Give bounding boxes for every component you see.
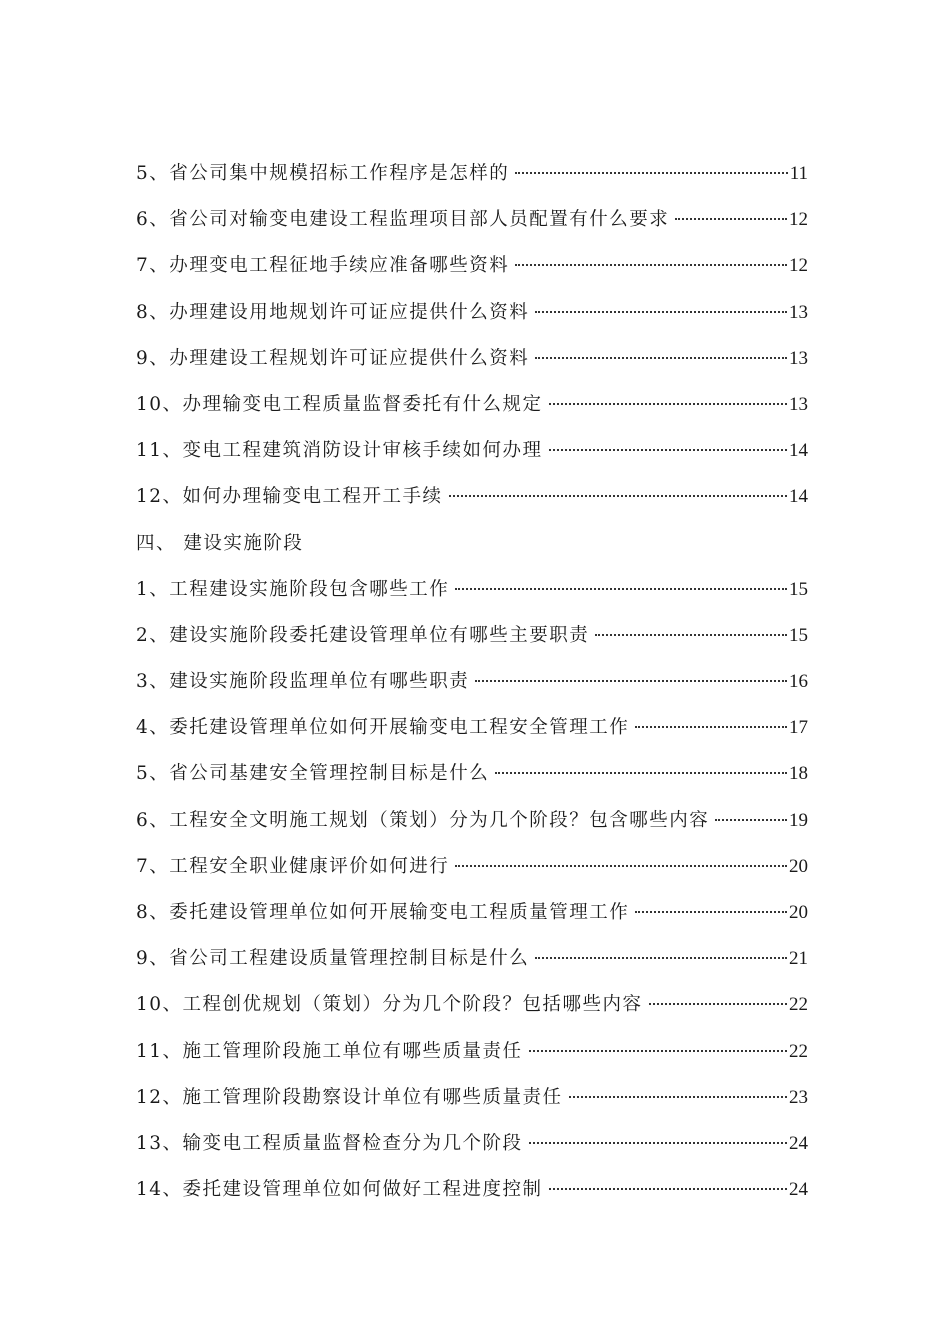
toc-entry-title: 建设实施阶段监理单位有哪些职责 xyxy=(169,671,470,693)
toc-entry-page: 12 xyxy=(789,255,808,277)
section-heading[interactable]: 四、 建设实施阶段 xyxy=(136,532,304,554)
toc-entry[interactable] xyxy=(136,250,808,296)
toc-leader-dots xyxy=(455,865,787,867)
toc-entry-title: 省公司对输变电建设工程监理项目部人员配置有什么要求 xyxy=(169,209,670,231)
toc-leader-dots xyxy=(495,772,787,774)
toc-entry[interactable] xyxy=(136,805,808,851)
toc-entry[interactable] xyxy=(136,620,808,666)
toc-entry-page: 20 xyxy=(789,855,808,877)
toc-entry[interactable] xyxy=(136,897,808,943)
toc-entry-number: 5、 xyxy=(136,763,170,785)
toc-entry-title: 工程创优规划（策划）分为几个阶段？包括哪些内容 xyxy=(182,994,643,1016)
toc-entry-page: 20 xyxy=(789,902,808,923)
toc-entry-page: 22 xyxy=(789,994,808,1016)
toc-leader-dots xyxy=(449,495,787,497)
toc-entry-page: 14 xyxy=(789,486,808,508)
toc-leader-dots xyxy=(595,634,787,636)
toc-entry-title: 委托建设管理单位如何做好工程进度控制 xyxy=(182,1179,543,1201)
toc-leader-dots xyxy=(549,1188,787,1190)
toc-entry-page: 19 xyxy=(789,809,808,831)
toc-entry-number: 11、 xyxy=(136,440,183,462)
toc-entry[interactable] xyxy=(136,1174,808,1220)
toc-entry[interactable] xyxy=(136,389,808,435)
toc-entry-number: 1、 xyxy=(136,578,170,600)
toc-entry-title: 省公司工程建设质量管理控制目标是什么 xyxy=(169,948,530,970)
toc-entry-number: 8、 xyxy=(136,301,170,323)
toc-entry-number: 4、 xyxy=(136,717,170,739)
toc-entry[interactable] xyxy=(136,1082,808,1128)
toc-leader-dots xyxy=(455,588,787,590)
toc-leader-dots xyxy=(529,1142,787,1144)
toc-leader-dots xyxy=(549,449,787,451)
toc-entry-number: 9、 xyxy=(136,347,170,369)
toc-entry-page: 24 xyxy=(789,1132,808,1154)
toc-leader-dots xyxy=(649,1003,787,1005)
toc-entry-page: 18 xyxy=(789,763,808,785)
toc-leader-dots xyxy=(515,172,787,174)
toc-entry[interactable] xyxy=(136,1128,808,1174)
toc-entry-page: 15 xyxy=(789,624,808,646)
toc-entry-title: 如何办理输变电工程开工手续 xyxy=(182,486,443,508)
toc-entry[interactable] xyxy=(136,666,808,712)
toc-leader-dots xyxy=(715,819,787,821)
toc-entry[interactable] xyxy=(136,1036,808,1082)
toc-entry-title: 省公司基建安全管理控制目标是什么 xyxy=(169,763,490,785)
toc-entry-number: 7、 xyxy=(136,855,170,877)
toc-entry-title: 工程安全职业健康评价如何进行 xyxy=(169,855,450,877)
toc-entry-title: 输变电工程质量监督检查分为几个阶段 xyxy=(182,1132,523,1154)
toc-entry-number: 10、 xyxy=(136,994,183,1016)
toc-entry[interactable] xyxy=(136,158,808,204)
toc-entry-title: 办理变电工程征地手续应准备哪些资料 xyxy=(169,255,510,277)
toc-entry-title: 建设实施阶段委托建设管理单位有哪些主要职责 xyxy=(169,624,590,646)
toc-leader-dots xyxy=(635,911,787,913)
toc-entry-page: 11 xyxy=(789,163,808,184)
toc-entry-title: 变电工程建筑消防设计审核手续如何办理 xyxy=(182,440,543,462)
toc-entry-page: 13 xyxy=(789,347,808,369)
toc-entry[interactable] xyxy=(136,297,808,343)
toc-leader-dots xyxy=(535,311,787,313)
toc-entry-number: 3、 xyxy=(136,671,170,693)
toc-entry-number: 6、 xyxy=(136,809,170,831)
toc-entry-title: 办理建设用地规划许可证应提供什么资料 xyxy=(169,301,530,323)
toc-leader-dots xyxy=(549,403,787,405)
toc-entry-page: 12 xyxy=(789,209,808,231)
toc-entry-title: 工程建设实施阶段包含哪些工作 xyxy=(169,578,450,600)
toc-entry-title: 工程安全文明施工规划（策划）分为几个阶段？包含哪些内容 xyxy=(169,809,710,831)
toc-entry-page: 24 xyxy=(789,1179,808,1201)
toc-leader-dots xyxy=(529,1050,787,1052)
toc-entry[interactable] xyxy=(136,989,808,1035)
toc-entry-page: 15 xyxy=(789,578,808,600)
toc-entry-page: 17 xyxy=(789,717,808,739)
toc-entry-number: 11、 xyxy=(136,1040,183,1062)
toc-entry-number: 6、 xyxy=(136,209,170,231)
toc-entry[interactable] xyxy=(136,204,808,250)
toc-entry[interactable] xyxy=(136,943,808,989)
toc-entry-number: 12、 xyxy=(136,486,183,508)
toc-leader-dots xyxy=(569,1096,787,1098)
toc-leader-dots xyxy=(535,957,787,959)
toc-entry-page: 23 xyxy=(789,1086,808,1108)
toc-entry[interactable] xyxy=(136,758,808,804)
toc-entry-page: 13 xyxy=(789,301,808,323)
toc-entry-number: 14、 xyxy=(136,1179,183,1201)
toc-entry-title: 委托建设管理单位如何开展输变电工程质量管理工作 xyxy=(169,902,630,923)
toc-entry-page: 22 xyxy=(789,1040,808,1062)
toc-leader-dots xyxy=(475,680,787,682)
toc-entry[interactable] xyxy=(136,574,808,620)
toc-entry[interactable] xyxy=(136,712,808,758)
toc-entry-title: 办理输变电工程质量监督委托有什么规定 xyxy=(182,393,543,415)
toc-entry-title: 施工管理阶段施工单位有哪些质量责任 xyxy=(182,1040,523,1062)
toc-leader-dots xyxy=(635,726,787,728)
toc-entry-number: 5、 xyxy=(136,163,170,184)
toc-entry-title: 省公司集中规模招标工作程序是怎样的 xyxy=(169,163,510,184)
toc-entry-number: 10、 xyxy=(136,393,183,415)
toc-entry-title: 办理建设工程规划许可证应提供什么资料 xyxy=(169,347,530,369)
toc-entry-number: 9、 xyxy=(136,948,170,970)
toc-entry-number: 7、 xyxy=(136,255,170,277)
toc-leader-dots xyxy=(675,218,787,220)
toc-entry-page: 14 xyxy=(789,440,808,462)
toc-entry[interactable] xyxy=(136,343,808,389)
toc-entry-number: 13、 xyxy=(136,1132,183,1154)
toc-entry-page: 16 xyxy=(789,671,808,693)
toc-entry-title: 施工管理阶段勘察设计单位有哪些质量责任 xyxy=(182,1086,563,1108)
toc-entry-title: 委托建设管理单位如何开展输变电工程安全管理工作 xyxy=(169,717,630,739)
toc-entry-number: 8、 xyxy=(136,902,170,923)
toc-entry-page: 13 xyxy=(789,393,808,415)
toc-entry-number: 12、 xyxy=(136,1086,183,1108)
toc-leader-dots xyxy=(515,264,787,266)
toc-entry[interactable] xyxy=(136,481,808,527)
toc-entry[interactable] xyxy=(136,435,808,481)
table-of-contents xyxy=(136,158,808,1220)
toc-entry[interactable] xyxy=(136,851,808,897)
toc-leader-dots xyxy=(535,357,787,359)
toc-entry-page: 21 xyxy=(789,948,808,970)
toc-entry-number: 2、 xyxy=(136,624,170,646)
